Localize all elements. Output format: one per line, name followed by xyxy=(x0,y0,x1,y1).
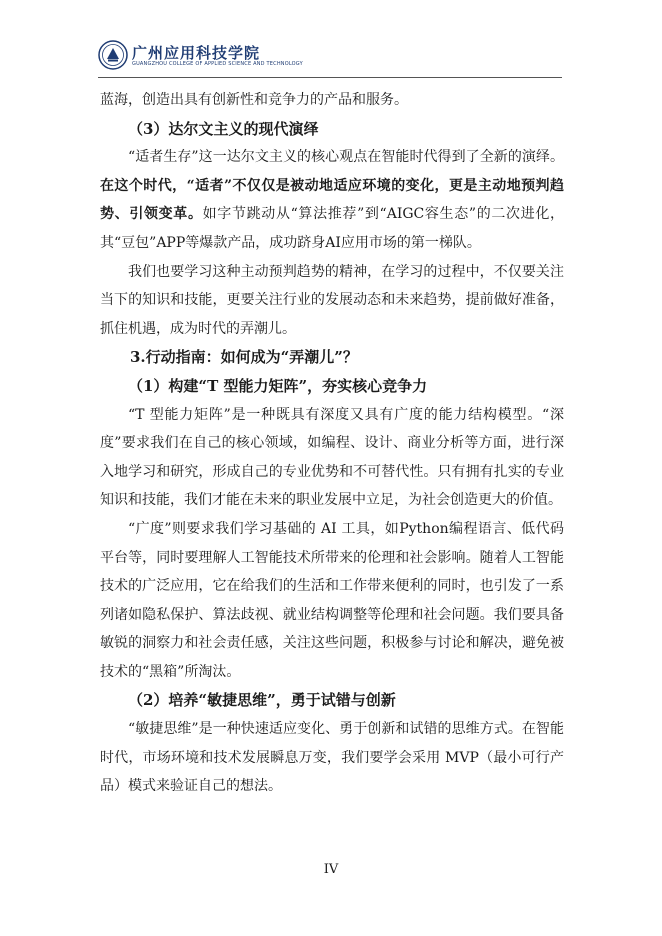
paragraph: 蓝海，创造出具有创新性和竞争力的产品和服务。 xyxy=(100,92,408,108)
document-body xyxy=(100,86,564,801)
section-heading: 3.行动指南：如何成为“弄潮儿”？ xyxy=(130,348,358,367)
school-logo-icon xyxy=(98,40,128,70)
paragraph: “敏捷思维”是一种快速适应变化、勇于创新和试错的思维方式。在智能时代，市场环境和技术发展瞬息万变，我们要学会采用 MVP（最小可行产品）模式来验证自己的想法。 xyxy=(100,721,564,795)
paragraph: “广度”则要求我们学习基础的 AI 工具，如Python编程语言、低代码平台等，同时要理解人工智能技术所带来的伦理和社会影响。随着人工智能技术的广泛应用，它在给我们的生活和工作带来便利的同时，也引发了一系列诸如隐私保护、算法歧视、就业结构调整等伦理和社会问题。我们要具备敏锐的洞察力和社会责任感，关注这些问题，积极参与讨论和解决，避免被技术的“黑箱”所淘汰。 xyxy=(100,520,564,680)
section-heading: （3）达尔文主义的现代演绎 xyxy=(128,119,319,138)
school-name-en: GUANGZHOU COLLEGE OF APPLIED SCIENCE AND TECHNOLOGY xyxy=(132,61,303,67)
paragraph: “适者生存”这一达尔文主义的核心观点在智能时代得到了全新的演绎。在这个时代，“适者”不仅仅是被动地适应环境的变化，更是主动地预判趋势、引领变革。如字节跳动从“算法推荐”到“AIGC容生态”的二次进化，其“豆包”APP等爆款产品，成功跻身AI应用市场的第一梯队。 xyxy=(100,149,565,251)
paragraph: “T 型能力矩阵”是一种既具有深度又具有广度的能力结构模型。“深度”要求我们在自己的核心领域，如编程、设计、商业分析等方面，进行深入地学习和研究，形成自己的专业优势和不可替代性。只有拥有扎实的专业知识和技能，我们才能在未来的职业发展中立足，为社会创造更大的价值。 xyxy=(100,406,564,509)
section-heading: （1）构建“T 型能力矩阵”，夯实核心竞争力 xyxy=(128,376,428,395)
school-name: 广州应用科技学院 xyxy=(132,44,261,62)
emphasis-text: 在这个时代，“适者”不仅仅是被动地适应环境的变化，更是主动地预判趋势、引领变革。 xyxy=(100,177,564,223)
header-divider xyxy=(98,77,562,78)
page-header xyxy=(98,38,562,78)
page-number: IV xyxy=(323,862,339,877)
paragraph: 我们也要学习这种主动预判趋势的精神，在学习的过程中，不仅要关注当下的知识和技能，更要关注行业的发展动态和未来趋势，提前做好准备，抓住机遇，成为时代的弄潮儿。 xyxy=(100,263,564,337)
section-heading: （2）培养“敏捷思维”，勇于试错与创新 xyxy=(128,691,396,710)
